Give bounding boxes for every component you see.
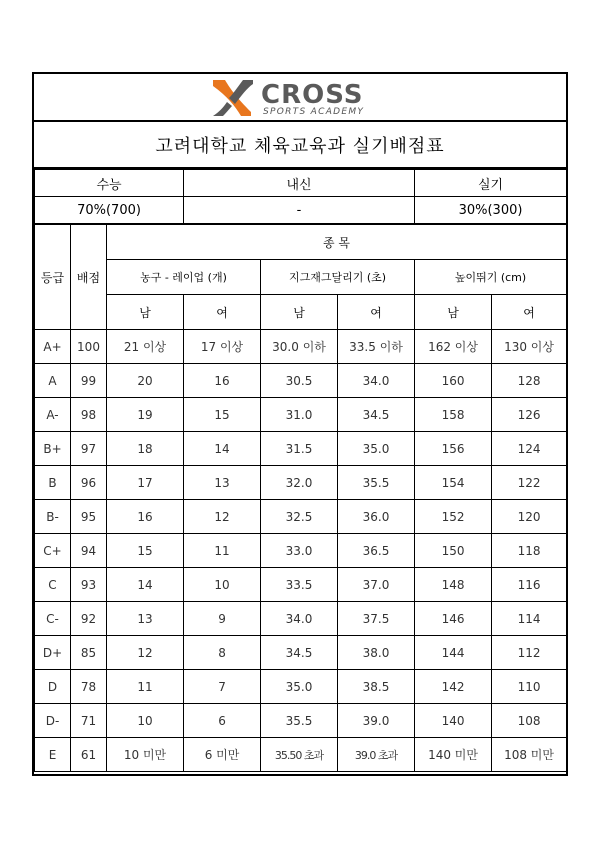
value-cell: 34.0 xyxy=(261,602,338,636)
gender-male: 남 xyxy=(415,295,492,330)
score-cell: 96 xyxy=(71,466,107,500)
value-cell: 18 xyxy=(107,432,184,466)
value-cell: 38.0 xyxy=(338,636,415,670)
gender-female: 여 xyxy=(338,295,415,330)
table-row xyxy=(35,534,567,568)
table-row xyxy=(35,330,567,364)
table-row xyxy=(35,466,567,500)
value-cell: 35.0 xyxy=(261,670,338,704)
grade-cell: C- xyxy=(35,602,71,636)
score-cell: 78 xyxy=(71,670,107,704)
value-cell: 154 xyxy=(415,466,492,500)
value-cell: 37.0 xyxy=(338,568,415,602)
table-row xyxy=(35,500,567,534)
grade-cell: A xyxy=(35,364,71,398)
score-cell: 97 xyxy=(71,432,107,466)
logo-header xyxy=(34,74,566,122)
value-cell: 122 xyxy=(492,466,567,500)
grade-cell: D+ xyxy=(35,636,71,670)
event-high-jump: 높이뛰기 (cm) xyxy=(415,260,567,295)
title-row xyxy=(34,122,566,169)
grade-cell: A- xyxy=(35,398,71,432)
page-title: 고려대학교 체육교육과 실기배점표 xyxy=(155,135,445,157)
summary-header-suneung: 수능 xyxy=(35,170,184,197)
grade-cell: B- xyxy=(35,500,71,534)
score-cell: 61 xyxy=(71,738,107,772)
value-cell: 158 xyxy=(415,398,492,432)
summary-value-naesin: - xyxy=(184,197,415,225)
value-cell: 156 xyxy=(415,432,492,466)
table-row xyxy=(35,432,567,466)
value-cell: 16 xyxy=(107,500,184,534)
score-cell: 98 xyxy=(71,398,107,432)
value-cell: 30.0 이하 xyxy=(261,330,338,364)
value-cell: 35.50 초과 xyxy=(261,738,338,772)
value-cell: 10 미만 xyxy=(107,738,184,772)
event-zigzag-run: 지그재그달리기 (초) xyxy=(261,260,415,295)
table-row xyxy=(35,398,567,432)
value-cell: 110 xyxy=(492,670,567,704)
score-cell: 93 xyxy=(71,568,107,602)
value-cell: 36.0 xyxy=(338,500,415,534)
value-cell: 34.5 xyxy=(338,398,415,432)
value-cell: 32.5 xyxy=(261,500,338,534)
value-cell: 10 xyxy=(107,704,184,738)
value-cell: 6 xyxy=(184,704,261,738)
value-cell: 36.5 xyxy=(338,534,415,568)
score-cell: 85 xyxy=(71,636,107,670)
value-cell: 13 xyxy=(184,466,261,500)
grade-header: 등급 xyxy=(35,224,71,330)
table-row xyxy=(35,602,567,636)
value-cell: 108 xyxy=(492,704,567,738)
grade-cell: D xyxy=(35,670,71,704)
value-cell: 12 xyxy=(184,500,261,534)
value-cell: 14 xyxy=(107,568,184,602)
value-cell: 31.5 xyxy=(261,432,338,466)
summary-header-naesin: 내신 xyxy=(184,170,415,197)
events-header: 종 목 xyxy=(107,224,567,260)
grade-cell: D- xyxy=(35,704,71,738)
cross-x-mark-icon xyxy=(211,78,255,118)
value-cell: 160 xyxy=(415,364,492,398)
value-cell: 118 xyxy=(492,534,567,568)
score-table xyxy=(34,169,567,772)
value-cell: 9 xyxy=(184,602,261,636)
grade-cell: C xyxy=(35,568,71,602)
gender-female: 여 xyxy=(492,295,567,330)
value-cell: 142 xyxy=(415,670,492,704)
grade-cell: C+ xyxy=(35,534,71,568)
value-cell: 10 xyxy=(184,568,261,602)
score-cell: 92 xyxy=(71,602,107,636)
value-cell: 128 xyxy=(492,364,567,398)
brand-name: CROSS xyxy=(261,80,364,110)
value-cell: 108 미만 xyxy=(492,738,567,772)
summary-header-silgi: 실기 xyxy=(415,170,567,197)
value-cell: 20 xyxy=(107,364,184,398)
value-cell: 37.5 xyxy=(338,602,415,636)
value-cell: 162 이상 xyxy=(415,330,492,364)
value-cell: 33.5 xyxy=(261,568,338,602)
value-cell: 152 xyxy=(415,500,492,534)
value-cell: 148 xyxy=(415,568,492,602)
score-cell: 94 xyxy=(71,534,107,568)
value-cell: 11 xyxy=(184,534,261,568)
value-cell: 144 xyxy=(415,636,492,670)
value-cell: 150 xyxy=(415,534,492,568)
score-rows xyxy=(35,330,567,772)
value-cell: 21 이상 xyxy=(107,330,184,364)
table-row xyxy=(35,670,567,704)
value-cell: 13 xyxy=(107,602,184,636)
summary-value-silgi: 30%(300) xyxy=(415,197,567,225)
value-cell: 14 xyxy=(184,432,261,466)
grade-cell: E xyxy=(35,738,71,772)
value-cell: 17 이상 xyxy=(184,330,261,364)
value-cell: 35.5 xyxy=(261,704,338,738)
table-row xyxy=(35,738,567,772)
cross-logo xyxy=(211,78,401,120)
value-cell: 140 xyxy=(415,704,492,738)
value-cell: 33.0 xyxy=(261,534,338,568)
value-cell: 15 xyxy=(107,534,184,568)
score-header: 배점 xyxy=(71,224,107,330)
value-cell: 35.0 xyxy=(338,432,415,466)
value-cell: 12 xyxy=(107,636,184,670)
table-row xyxy=(35,364,567,398)
value-cell: 11 xyxy=(107,670,184,704)
value-cell: 33.5 이하 xyxy=(338,330,415,364)
value-cell: 112 xyxy=(492,636,567,670)
value-cell: 126 xyxy=(492,398,567,432)
value-cell: 39.0 xyxy=(338,704,415,738)
grade-cell: B xyxy=(35,466,71,500)
gender-male: 남 xyxy=(107,295,184,330)
table-row xyxy=(35,636,567,670)
event-basketball-layup: 농구 - 레이업 (개) xyxy=(107,260,261,295)
value-cell: 34.5 xyxy=(261,636,338,670)
value-cell: 38.5 xyxy=(338,670,415,704)
score-cell: 100 xyxy=(71,330,107,364)
value-cell: 116 xyxy=(492,568,567,602)
value-cell: 15 xyxy=(184,398,261,432)
value-cell: 7 xyxy=(184,670,261,704)
value-cell: 130 이상 xyxy=(492,330,567,364)
value-cell: 114 xyxy=(492,602,567,636)
value-cell: 8 xyxy=(184,636,261,670)
grade-cell: A+ xyxy=(35,330,71,364)
score-cell: 95 xyxy=(71,500,107,534)
value-cell: 39.0 초과 xyxy=(338,738,415,772)
value-cell: 140 미만 xyxy=(415,738,492,772)
value-cell: 31.0 xyxy=(261,398,338,432)
gender-male: 남 xyxy=(261,295,338,330)
summary-value-suneung: 70%(700) xyxy=(35,197,184,225)
value-cell: 6 미만 xyxy=(184,738,261,772)
gender-female: 여 xyxy=(184,295,261,330)
table-row xyxy=(35,704,567,738)
value-cell: 16 xyxy=(184,364,261,398)
value-cell: 17 xyxy=(107,466,184,500)
score-sheet xyxy=(32,72,568,776)
value-cell: 32.0 xyxy=(261,466,338,500)
value-cell: 124 xyxy=(492,432,567,466)
brand-tagline: SPORTS ACADEMY xyxy=(263,107,365,117)
value-cell: 146 xyxy=(415,602,492,636)
value-cell: 19 xyxy=(107,398,184,432)
value-cell: 34.0 xyxy=(338,364,415,398)
value-cell: 120 xyxy=(492,500,567,534)
value-cell: 35.5 xyxy=(338,466,415,500)
value-cell: 30.5 xyxy=(261,364,338,398)
grade-cell: B+ xyxy=(35,432,71,466)
score-cell: 71 xyxy=(71,704,107,738)
score-cell: 99 xyxy=(71,364,107,398)
table-row xyxy=(35,568,567,602)
